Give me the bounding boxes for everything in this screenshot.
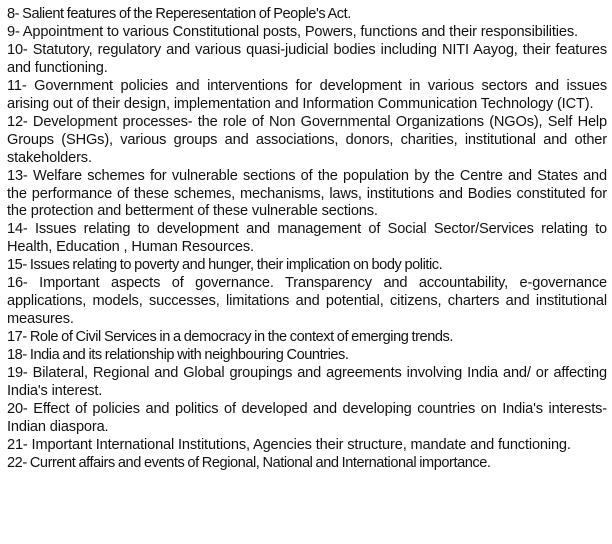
list-item-14: 14- Issues relating to development and management of Social Sector/Services relating to Health, Education , Human Resources. — [7, 221, 607, 256]
list-item-13: 13- Welfare schemes for vulnerable sections of the population by the Centre and States and the performance of these schemes, mechanisms, laws, institutions and Bodies constituted for the protection and betterment of these vulnerable sections. — [7, 167, 607, 220]
list-item-10: 10- Statutory, regulatory and various quasi-judicial bodies including NITI Aayog, their features and functioning. — [7, 41, 607, 76]
list-item-8: 8- Salient features of the Reperesentation of People's Act. — [7, 6, 351, 22]
list-item-9: 9- Appointment to various Constitutional posts, Powers, functions and their responsibilities. — [7, 23, 578, 40]
list-item-22: 22- Current affairs and events of Regional, National and International importance. — [7, 454, 491, 471]
syllabus-list — [7, 6, 607, 473]
list-item-12: 12- Development processes- the role of Non Governmental Organizations (NGOs), Self Help Groups (SHGs), various groups and associations, donors, charities, institutional and other stakeholders. — [7, 113, 607, 166]
list-item-15: 15- Issues relating to poverty and hunger, their implication on body politic. — [7, 257, 443, 274]
list-item-20: 20- Effect of policies and politics of developed and developing countries on India's interests- Indian diaspora. — [7, 400, 607, 435]
list-item-16: 16- Important aspects of governance. Transparency and accountability, e-governance applications, models, successes, limitations and potential, citizens, charters and institutional measures. — [7, 275, 607, 328]
list-item-17: 17- Role of Civil Services in a democracy in the context of emerging trends. — [7, 329, 453, 346]
list-item-21: 21- Important International Institutions, Agencies their structure, mandate and functioning. — [7, 436, 571, 453]
list-item-19: 19- Bilateral, Regional and Global groupings and agreements involving India and/ or affecting India's interest. — [7, 365, 607, 400]
list-item-11: 11- Government policies and interventions for development in various sectors and issues arising out of their design, implementation and Information Communication Technology (ICT). — [7, 77, 607, 112]
list-item-18: 18- India and its relationship with neighbouring Countries. — [7, 347, 349, 364]
